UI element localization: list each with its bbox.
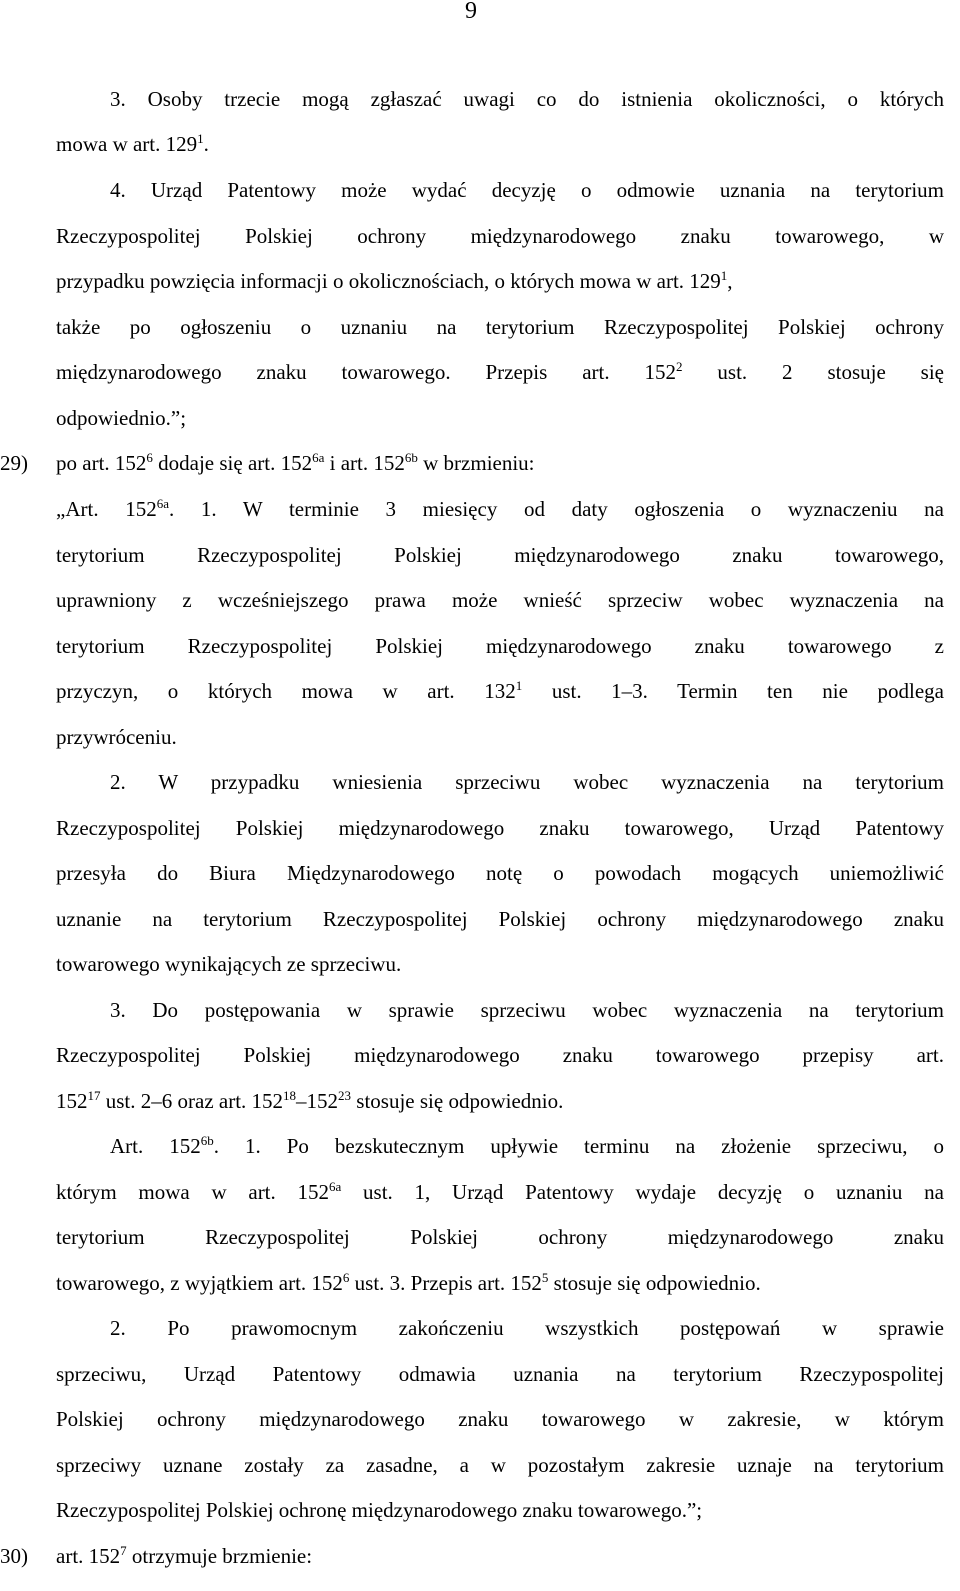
art-6b-2-line-2: sprzeciwu, Urząd Patentowy odmawia uznania na terytorium Rzeczypospolitej — [56, 1362, 944, 1386]
art-6b-2-line-3: Polskiej ochrony międzynarodowego znaku towarowego w zakresie, w którym — [56, 1407, 944, 1431]
paragraph-4-line-3: przypadku powzięcia informacji o okolicznościach, o których mowa w art. $129^1$, — [56, 268, 733, 293]
art-6b-1-line-1: Art. $152^{6b}$. 1. Po bezskutecznym upływie terminu na złożenie sprzeciwu, o — [110, 1133, 944, 1158]
art-6b-2-line-1: 2. Po prawomocnym zakończeniu wszystkich postępowań w sprawie — [110, 1316, 944, 1340]
paragraph-4-line-6: odpowiednio.”; — [56, 406, 187, 430]
art-6b-1-line-2: którym mowa w art. $152^{6a}$ ust. 1, Urząd Patentowy wydaje decyzję o uznaniu na — [56, 1179, 944, 1204]
art-6b-2-line-5: Rzeczypospolitej Polskiej ochronę międzynarodowego znaku towarowego.”; — [56, 1498, 703, 1522]
item-30-text: art. $152^7$ otrzymuje brzmienie: — [56, 1543, 313, 1568]
page-number: 9 — [465, 0, 477, 24]
item-29-text: po art. $152^6$ dodaje się art. $152^{6a}$ i art. $152^{6b}$ w brzmieniu: — [56, 450, 535, 475]
item-30-number: 30) — [0, 1544, 28, 1568]
paragraph-4-line-4: także po ogłoszeniu o uznaniu na terytorium Rzeczypospolitej Polskiej ochrony — [56, 315, 944, 339]
art-6a-2-line-2: Rzeczypospolitej Polskiej międzynarodowego znaku towarowego, Urząd Patentowy — [56, 816, 944, 840]
art-6a-1-line-3: uprawniony z wcześniejszego prawa może wnieść sprzeciw wobec wyznaczenia na — [56, 588, 944, 612]
art-6a-3-line-3: $152^{17}$ ust. 2–6 oraz art. $152^{18}-152^{23}$ stosuje się odpowiednio. — [56, 1088, 564, 1113]
paragraph-4-line-1: 4. Urząd Patentowy może wydać decyzję o odmowie uznania na terytorium — [110, 178, 944, 202]
art-6a-1-line-5: przyczyn, o których mowa w art. $132^1$ ust. 1–3. Termin ten nie podlega — [56, 678, 944, 703]
item-29-number: 29) — [0, 451, 28, 475]
art-6a-1-line-1: „Art. $152^{6a}$. 1. W terminie 3 miesięcy od daty ogłoszenia o wyznaczeniu na — [56, 496, 944, 521]
art-6a-2-line-3: przesyła do Biura Międzynarodowego notę o powodach mogących uniemożliwić — [56, 861, 944, 885]
paragraph-3-line-1: 3. Osoby trzecie mogą zgłaszać uwagi co do istnienia okoliczności, o których — [110, 87, 944, 111]
art-6a-3-line-2: Rzeczypospolitej Polskiej międzynarodowego znaku towarowego przepisy art. — [56, 1043, 944, 1067]
paragraph-4-line-2: Rzeczypospolitej Polskiej ochrony międzynarodowego znaku towarowego, w — [56, 224, 944, 248]
art-6a-2-line-5: towarowego wynikających ze sprzeciwu. — [56, 952, 402, 976]
art-6a-1-line-2: terytorium Rzeczypospolitej Polskiej międzynarodowego znaku towarowego, — [56, 543, 944, 567]
art-6a-3-line-1: 3. Do postępowania w sprawie sprzeciwu wobec wyznaczenia na terytorium — [110, 998, 944, 1022]
art-6b-1-line-3: terytorium Rzeczypospolitej Polskiej ochrony międzynarodowego znaku — [56, 1225, 944, 1249]
art-6a-2-line-1: 2. W przypadku wniesienia sprzeciwu wobec wyznaczenia na terytorium — [110, 770, 944, 794]
art-6a-1-line-6: przywróceniu. — [56, 725, 177, 749]
art-6b-1-line-4: towarowego, z wyjątkiem art. $152^6$ ust. 3. Przepis art. $152^5$ stosuje się odpowiednio. — [56, 1270, 761, 1295]
art-6a-1-line-4: terytorium Rzeczypospolitej Polskiej międzynarodowego znaku towarowego z — [56, 634, 944, 658]
art-6a-2-line-4: uznanie na terytorium Rzeczypospolitej Polskiej ochrony międzynarodowego znaku — [56, 907, 944, 931]
paragraph-3-line-2: mowa w art. $129^1$. — [56, 131, 209, 156]
paragraph-4-line-5: międzynarodowego znaku towarowego. Przepis art. $152^2$ ust. 2 stosuje się — [56, 359, 944, 384]
art-6b-2-line-4: sprzeciwy uznane zostały za zasadne, a w pozostałym zakresie uznaje na terytorium — [56, 1453, 944, 1477]
